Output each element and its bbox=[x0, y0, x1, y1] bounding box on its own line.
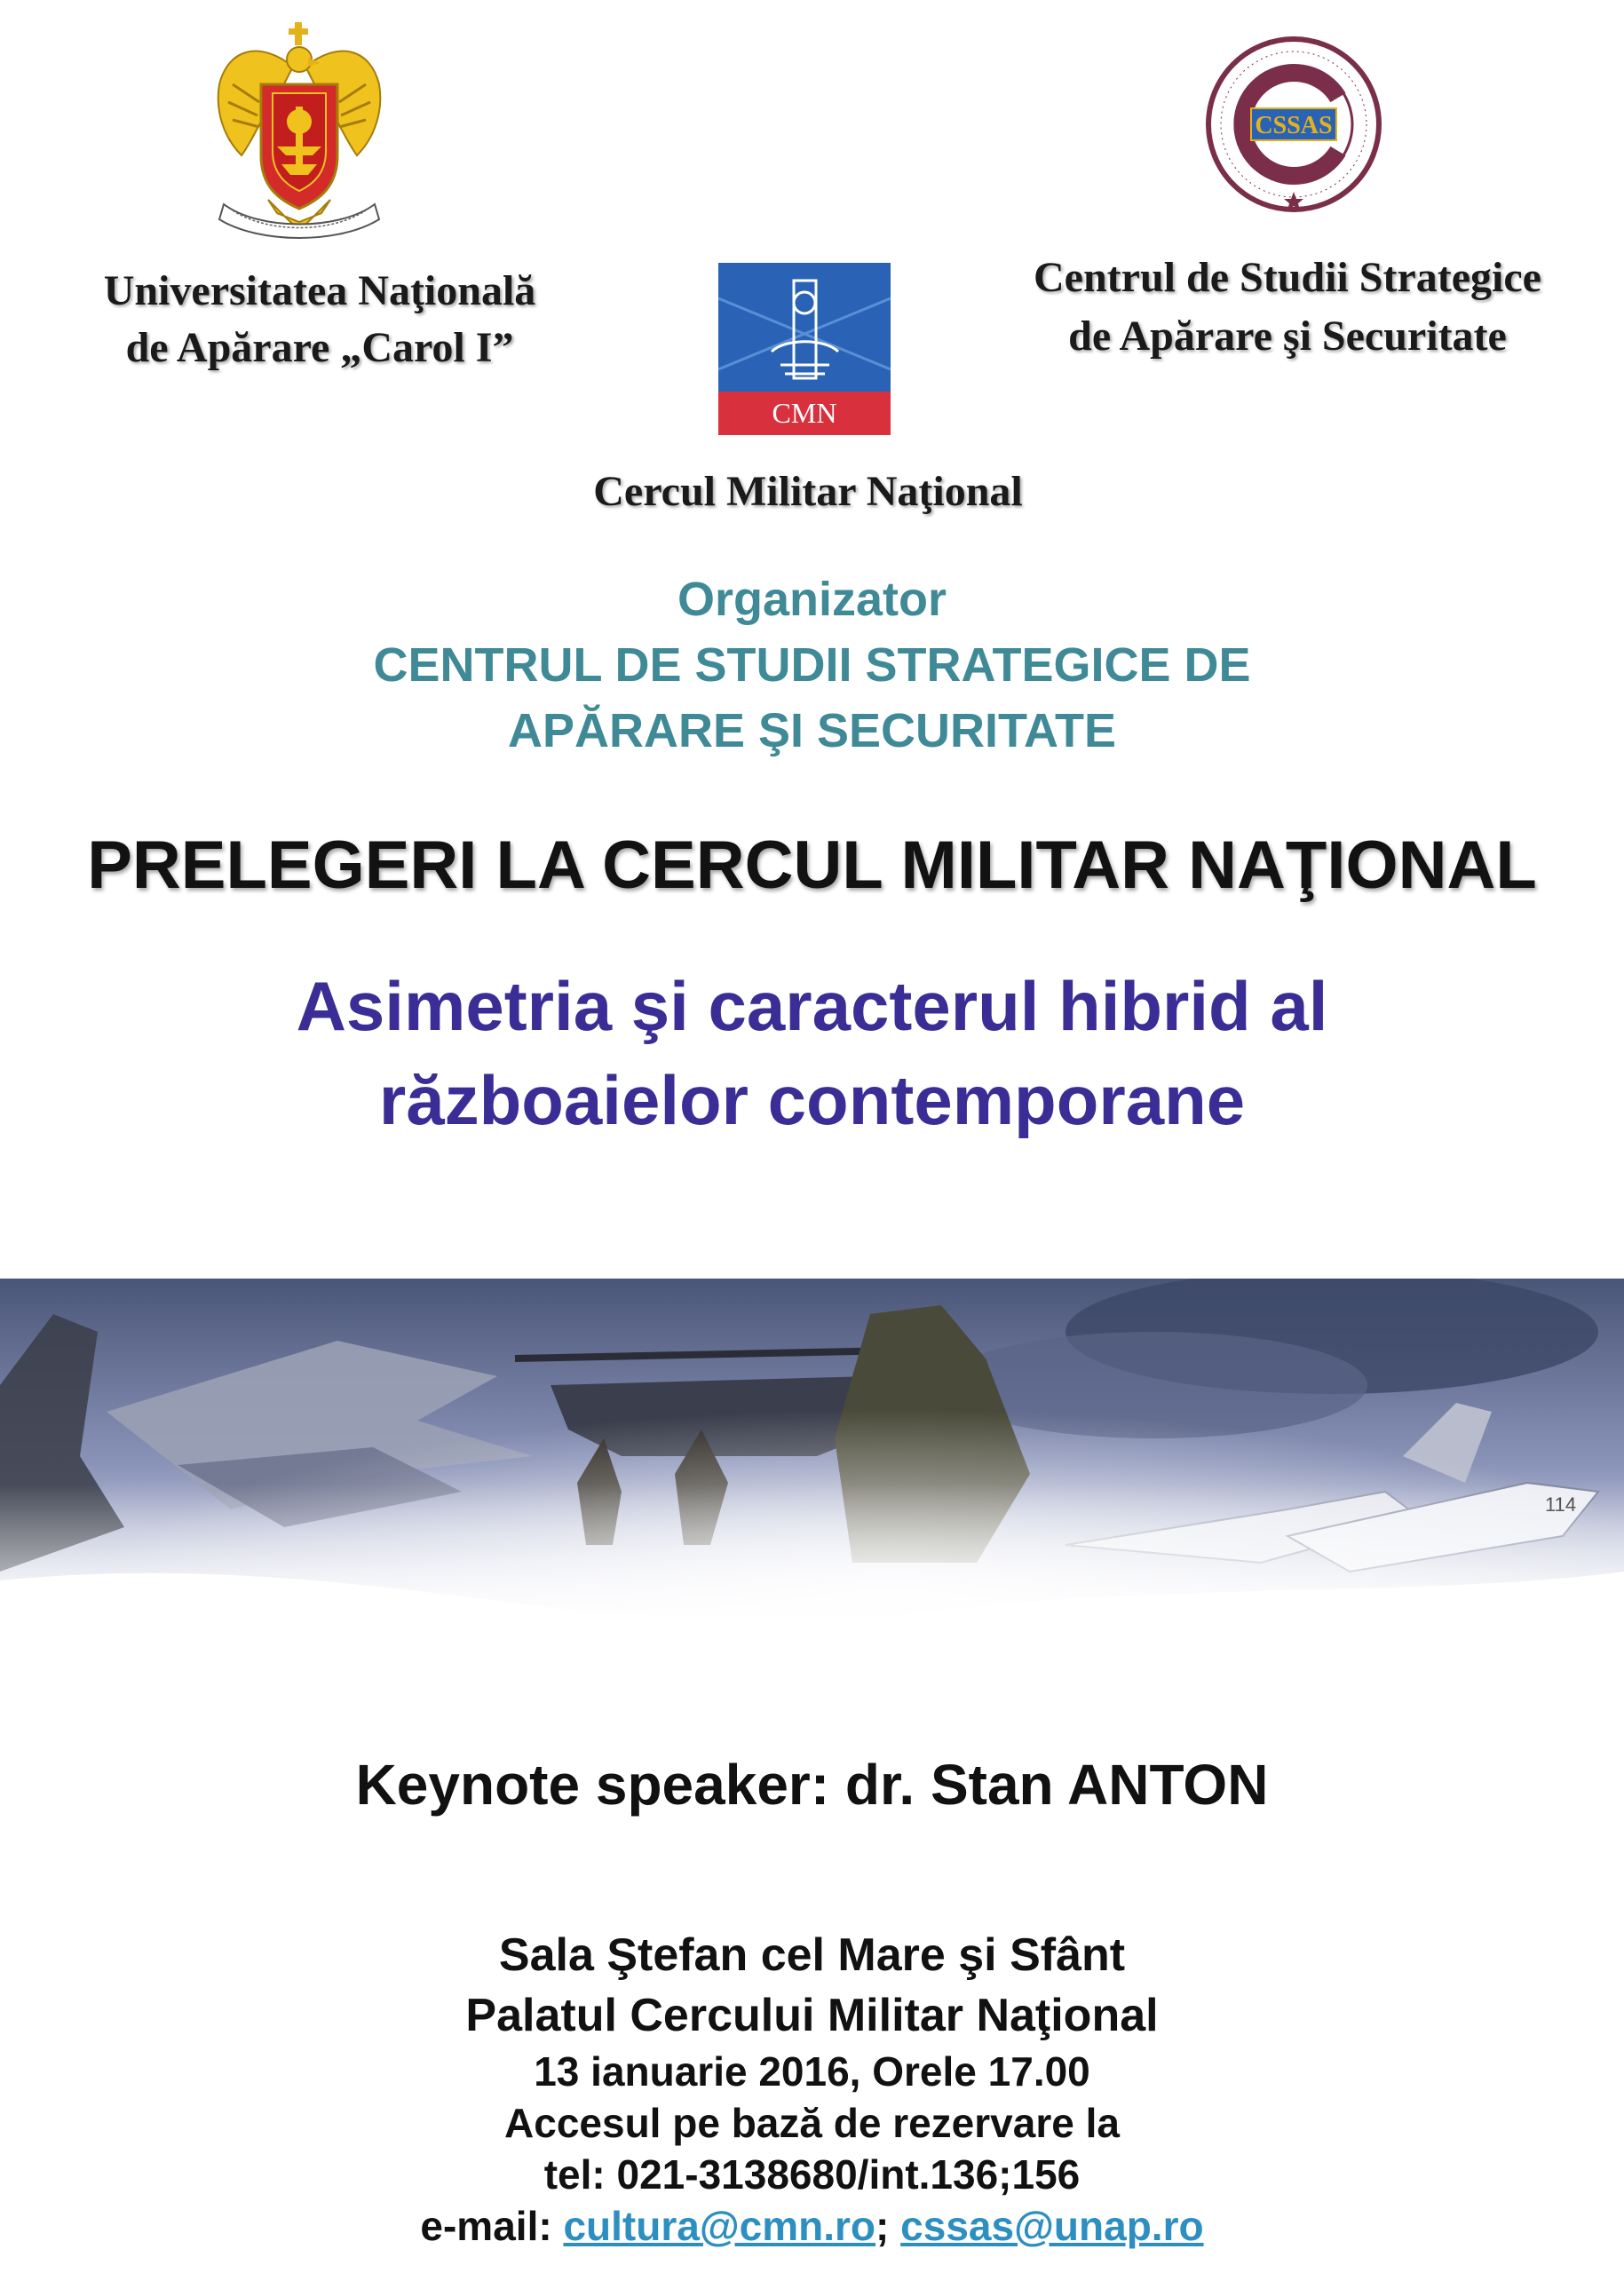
lecture-title-line1: Asimetria şi caracterul hibrid al bbox=[296, 967, 1328, 1045]
cssas-seal-logo bbox=[1205, 36, 1382, 213]
lecture-title-line2: războaielor contemporane bbox=[378, 1061, 1246, 1139]
cssas-name-line1: Centrul de Studii Strategice bbox=[1034, 254, 1541, 301]
email-link-cmn[interactable]: cultura@cmn.ro bbox=[563, 2203, 876, 2249]
keynote-speaker: Keynote speaker: dr. Stan ANTON bbox=[355, 1753, 1269, 1817]
venue-room: Sala Ştefan cel Mare şi Sfânt bbox=[498, 1929, 1126, 1981]
cmn-name: Cercul Militar Naţional bbox=[593, 468, 1023, 515]
unap-name-line2: de Apărare „Carol I” bbox=[125, 324, 514, 371]
lecture-title bbox=[142, 959, 1482, 1147]
cssas-name bbox=[977, 249, 1598, 366]
venue-details bbox=[89, 1925, 1535, 2252]
organizer-label: Organizator bbox=[677, 573, 947, 626]
cmn-logo bbox=[718, 263, 891, 435]
unap-coat-of-arms-logo bbox=[206, 22, 392, 249]
email-line bbox=[89, 2200, 1535, 2252]
email-separator: ; bbox=[875, 2203, 901, 2249]
email-label: e-mail: bbox=[420, 2203, 564, 2249]
phone-number: tel: 021-3138680/int.136;156 bbox=[543, 2151, 1081, 2198]
unap-name bbox=[53, 263, 586, 376]
venue-building: Palatul Cercului Militar Naţional bbox=[465, 1990, 1159, 2041]
access-note: Accesul pe bază de rezervare la bbox=[504, 2100, 1120, 2146]
unap-name-line1: Universitatea Naţională bbox=[103, 267, 536, 314]
military-collage-banner bbox=[0, 1279, 1624, 1651]
event-datetime: 13 ianuarie 2016, Orele 17.00 bbox=[534, 2048, 1090, 2095]
cssas-seal-letters: CSSAS bbox=[1255, 112, 1333, 139]
cmn-logo-letters: CMN bbox=[772, 397, 837, 429]
cssas-name-line2: de Apărare şi Securitate bbox=[1068, 313, 1507, 360]
organizer-line2: APĂRARE ŞI SECURITATE bbox=[507, 704, 1117, 757]
email-link-unap[interactable]: cssas@unap.ro bbox=[900, 2203, 1204, 2249]
organizer-block bbox=[178, 566, 1446, 764]
organizer-line1: CENTRUL DE STUDII STRATEGICE DE bbox=[373, 638, 1251, 692]
series-title: PRELEGERI LA CERCUL MILITAR NAŢIONAL bbox=[87, 828, 1537, 903]
